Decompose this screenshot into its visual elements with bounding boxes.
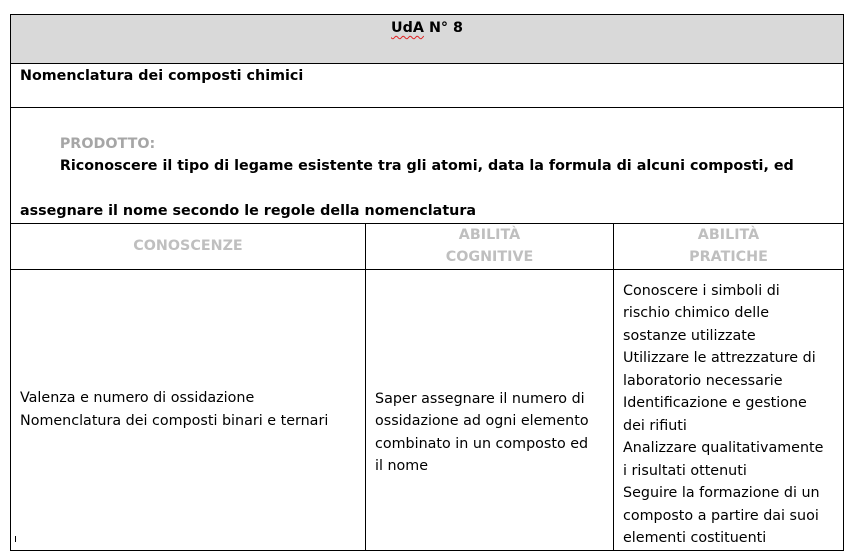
pratiche-line: i risultati ottenuti <box>623 462 747 479</box>
header-conoscenze-label: CONOSCENZE <box>133 237 243 254</box>
unit-name-cell <box>11 64 844 108</box>
header-conoscenze <box>11 223 366 269</box>
header-row <box>11 223 844 269</box>
prodotto-label: PRODOTTO: <box>59 135 156 152</box>
pratiche-line: composto a partire dai suoi <box>623 507 819 524</box>
cognitive-line: il nome <box>375 458 429 474</box>
pratiche-line: Utilizzare le attrezzature di <box>623 350 816 366</box>
pratiche-line: laboratorio necessarie <box>623 372 783 389</box>
uda-number: N° 8 <box>428 20 463 36</box>
header-abilita-cognitive <box>366 223 614 269</box>
pratiche-line: rischio chimico delle <box>623 305 770 321</box>
cognitive-line: ossidazione ad ogni elemento <box>375 413 589 429</box>
abilita-pratiche-cell <box>614 269 844 550</box>
uda-table <box>10 14 844 551</box>
header-cognitive-line2: COGNITIVE <box>445 249 534 265</box>
pratiche-line: Analizzare qualitativamente <box>623 440 824 456</box>
conoscenze-cell <box>11 269 366 550</box>
pratiche-line: dei rifiuti <box>623 417 687 434</box>
text-cursor <box>15 536 16 542</box>
prodotto-text-line1: Riconoscere il tipo di legame esistente tra gli atomi, data la formula di alcuni composti, ed <box>59 158 794 174</box>
prodotto-cell <box>11 108 844 224</box>
cognitive-line: combinato in un composto ed <box>375 435 589 452</box>
header-cognitive-line1: ABILITÀ <box>458 226 521 243</box>
title-row <box>11 15 844 64</box>
pratiche-line: Conoscere i simboli di <box>623 282 780 299</box>
conoscenze-line: Valenza e numero di ossidazione <box>20 390 255 406</box>
content-row <box>11 269 844 550</box>
prodotto-text-line2: assegnare il nome secondo le regole della nomenclatura <box>20 203 477 219</box>
unit-name-row <box>11 64 844 108</box>
pratiche-line: sostanze utilizzate <box>623 327 756 344</box>
prodotto-row <box>11 108 844 224</box>
unit-name: Nomenclatura dei composti chimici <box>20 68 304 84</box>
pratiche-line: elementi costituenti <box>623 530 767 546</box>
cognitive-line: Saper assegnare il numero di <box>375 390 585 407</box>
uda-label: UdA <box>391 20 424 36</box>
conoscenze-line: Nomenclatura dei composti binari e ternari <box>20 412 329 429</box>
pratiche-line: Seguire la formazione di un <box>623 485 820 501</box>
header-pratiche-line2: PRATICHE <box>689 249 768 265</box>
title-cell <box>11 15 844 64</box>
header-abilita-pratiche <box>614 223 844 269</box>
pratiche-line: Identificazione e gestione <box>623 395 807 411</box>
abilita-cognitive-cell <box>366 269 614 550</box>
header-pratiche-line1: ABILITÀ <box>697 226 760 243</box>
